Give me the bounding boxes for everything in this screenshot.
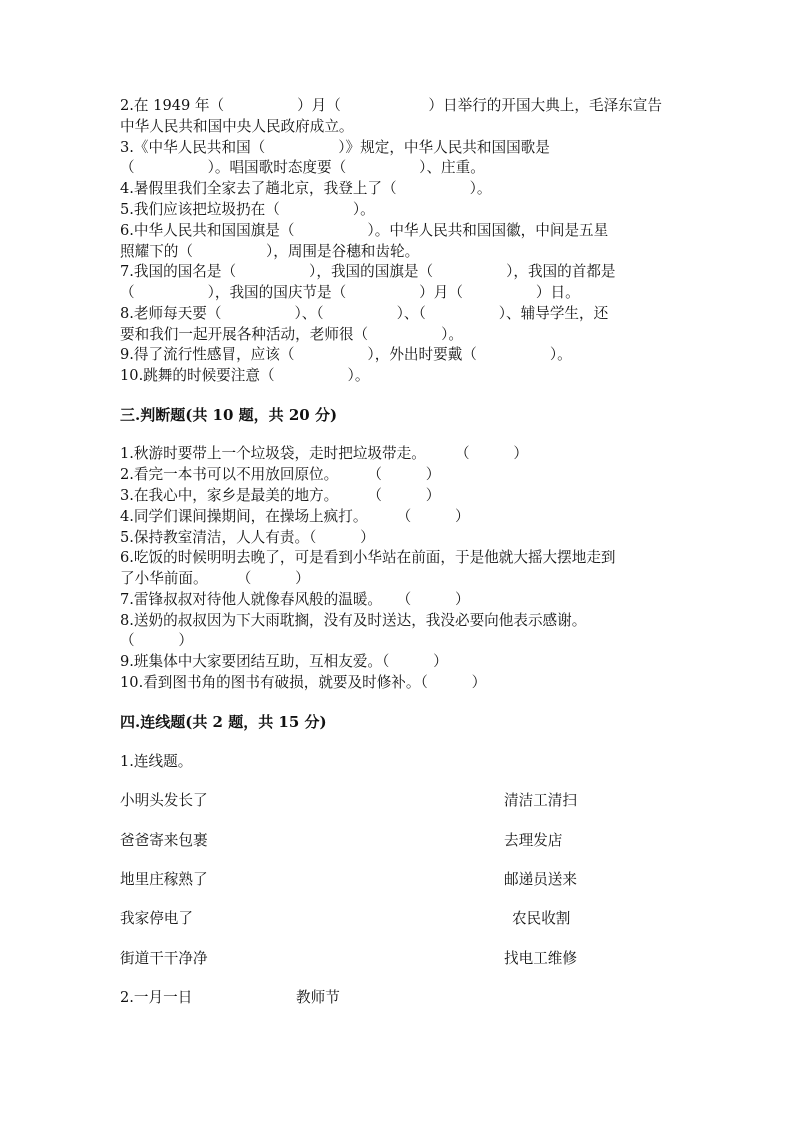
match-left-4: 我家停电了	[120, 910, 193, 927]
match-left-3: 地里庄稼熟了	[120, 871, 208, 888]
judge-line-2: 2.看完一本书可以不用放回原位。 （ ）	[120, 466, 441, 483]
fill-line-2: 中华人民共和国中央人民政府成立。	[120, 118, 354, 135]
match-left-1: 小明头发长了	[120, 792, 208, 809]
judge-line-4: 4.同学们课间操期间，在操场上疯打。 （ ）	[120, 508, 470, 525]
judge-line-11: 9.班集体中大家要团结互助，互相友爱。（ ）	[120, 653, 448, 670]
fill-line-11: 8.老师每天要（ ）、（ ）、（ ）、辅导学生，还	[120, 305, 609, 322]
fill-line-5: 4.暑假里我们全家去了趟北京，我登上了（ ）。	[120, 180, 492, 197]
match-right-5: 找电工维修	[504, 950, 577, 967]
fill-line-7: 6.中华人民共和国国旗是（ ）。中华人民共和国国徽，中间是五星	[120, 222, 609, 239]
fill-line-3: 3.《中华人民共和国（ ）》规定，中华人民共和国国歌是	[120, 139, 550, 156]
fill-line-13: 9.得了流行性感冒，应该（ ），外出时要戴（ ）。	[120, 346, 572, 363]
match-right-4: 农民收割	[512, 910, 571, 927]
match-left-5: 街道干干净净	[120, 950, 208, 967]
judge-line-9: 8.送奶的叔叔因为下大雨耽搁，没有及时送达，我没必要向他表示感谢。	[120, 612, 587, 629]
judge-line-12: 10.看到图书角的图书有破损，就要及时修补。（ ）	[120, 674, 487, 691]
judge-line-8: 7.雷锋叔叔对待他人就像春风般的温暖。 （ ）	[120, 591, 470, 608]
judge-line-1: 1.秋游时要带上一个垃圾袋，走时把垃圾带走。 （ ）	[120, 445, 528, 462]
judge-line-3: 3.在我心中，家乡是最美的地方。 （ ）	[120, 487, 441, 504]
match-right-2: 去理发店	[504, 832, 563, 849]
fill-line-14: 10.跳舞的时候要注意（ ）。	[120, 367, 370, 384]
fill-line-6: 5.我们应该把垃圾扔在（ ）。	[120, 201, 375, 218]
match-q2-label: 2.一月一日	[120, 989, 193, 1006]
fill-line-8: 照耀下的（ ），周围是谷穗和齿轮。	[120, 243, 420, 260]
fill-line-12: 要和我们一起开展各种活动，老师很（ ）。	[120, 326, 463, 343]
section-heading-judgement: 三.判断题(共 10 题，共 20 分)	[120, 406, 338, 424]
fill-line-4: （ ）。唱国歌时态度要（ ）、庄重。	[120, 159, 485, 176]
section-heading-matching: 四.连线题(共 2 题，共 15 分)	[120, 713, 327, 731]
fill-line-9: 7.我国的国名是（ ），我国的国旗是（ ），我国的首都是	[120, 263, 616, 280]
match-q2-right: 教师节	[296, 989, 340, 1006]
judge-line-7: 了小华前面。 （ ）	[120, 570, 310, 587]
match-q1-label: 1.连线题。	[120, 753, 193, 770]
fill-line-10: （ ），我国的国庆节是（ ）月（ ）日。	[120, 284, 580, 301]
judge-line-10: （ ）	[120, 632, 193, 649]
fill-line-1: 2.在 1949 年（ ）月（ ）日举行的开国大典上，毛泽东宣告	[120, 97, 662, 114]
judge-line-6: 6.吃饭的时候明明去晚了，可是看到小华站在前面，于是他就大摇大摆地走到	[120, 549, 616, 566]
match-right-1: 清洁工清扫	[504, 792, 577, 809]
judge-line-5: 5.保持教室清洁，人人有责。（ ）	[120, 529, 375, 546]
match-right-3: 邮递员送来	[504, 871, 577, 888]
match-left-2: 爸爸寄来包裹	[120, 832, 208, 849]
